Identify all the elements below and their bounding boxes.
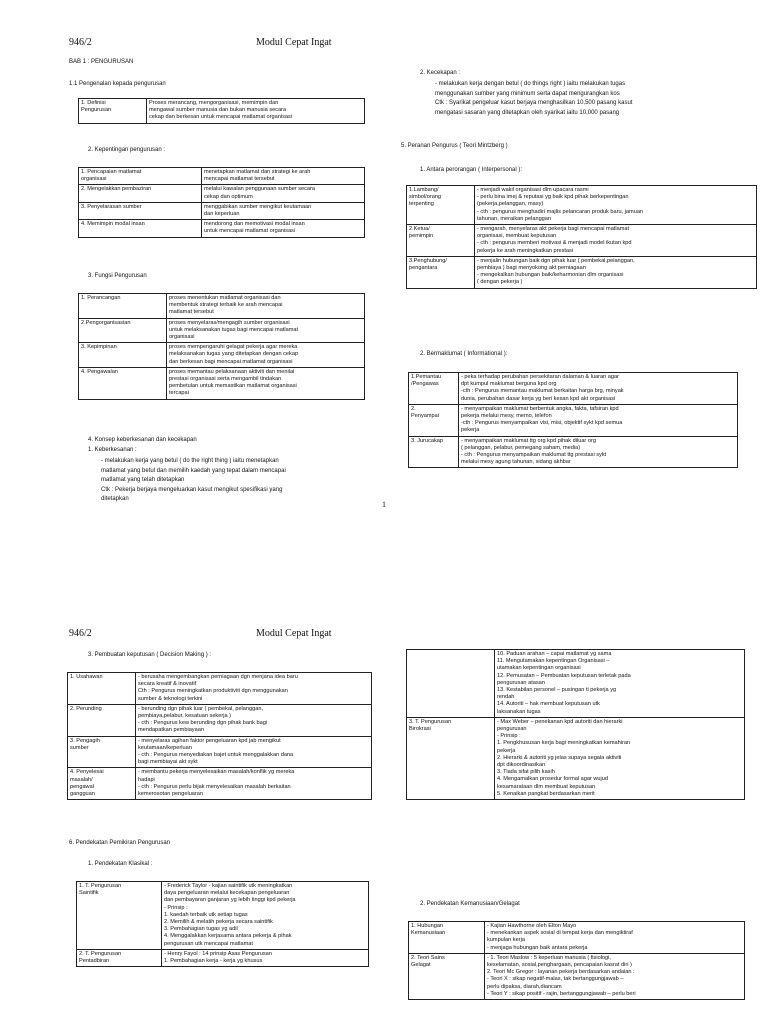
cell-text: proses mempengaruhi gelagat pekerja agar mereka: [169, 344, 298, 351]
cell-text: rendah: [497, 694, 515, 701]
text-line: mengatasi sasaran yang ditetapkan oleh syarikat iaitu 10,000 pasang: [435, 109, 620, 116]
cell-text: - 1. Teori Maslow : 5 keperluan manusia ( fisiologi,: [487, 954, 611, 961]
row-content-cell: [202, 202, 365, 219]
classical-approach-table: [76, 881, 369, 967]
cell-text: 1. Perancangan: [81, 295, 121, 301]
row-content-cell: [475, 225, 757, 257]
cell-text: dpt dikoordinasikan: [497, 762, 546, 769]
cell-text: melalui kawalan penggunaan sumber secara: [204, 186, 316, 193]
cell-text: 1.Pemantau: [411, 374, 442, 380]
cell-text: - Teori Y : sikap positif - rajin, bertanggungjawab – perlu beri: [487, 990, 636, 997]
informational-table: [408, 372, 738, 468]
table-row: [409, 953, 745, 999]
subsection-heading: 1. Pendekatan Klasikal :: [88, 861, 153, 867]
cell-text: melaksanakan tugas yang ditetapkan dengan cekap: [169, 351, 299, 358]
row-label-cell: [407, 717, 495, 799]
cell-text: 1. Pengkhususan kerja bagi meningkatkan kemahiran: [497, 740, 631, 747]
cell-text: 3.Penghubung/: [409, 257, 447, 264]
cell-text: kemerosotan pengeluaran: [138, 791, 203, 798]
cell-text: /Pengawas: [411, 381, 439, 388]
course-code: 946/2: [69, 628, 92, 639]
cell-text: menggabikan sumber mengikut keutamaan: [204, 203, 312, 210]
row-content-cell: [167, 367, 365, 399]
cell-text: 1. T. Pengurusan: [79, 883, 122, 889]
table-row: [68, 768, 372, 800]
cell-text: dan pembayaran ganjaran yg lebih tinggi kpd pekerja: [164, 897, 296, 904]
cell-text: melalui mesy agung tahunan, sidang akhbar: [461, 459, 571, 466]
row-label-cell: [409, 404, 459, 436]
subsection-heading: 1. Antara perorangan ( Interpersonal ):: [420, 167, 523, 173]
cell-text: hadapi: [138, 776, 155, 783]
cell-text: mendorong dan memotivasi modal insan: [204, 221, 305, 228]
row-label-cell: [79, 294, 167, 319]
cell-text: Proses merancang, mengorganisasi, memimpin dan: [149, 100, 279, 106]
cell-text: sumber & teknologi terkini: [138, 695, 203, 702]
cell-text: membentuk strategi terbaik ke arah mencapai: [169, 302, 283, 309]
cell-text: 1. Usahawan: [70, 674, 103, 680]
row-content-cell: [167, 343, 365, 368]
cell-text: masalah/: [70, 776, 93, 783]
section-heading: 6. Pendekatan Pemikiran Pengurusan: [69, 840, 171, 846]
cell-text: keselamatan, sosial,penghargaan, pencapaian kasrat diri ): [487, 962, 632, 969]
section-heading: 3. Fungsi Pengurusan: [88, 273, 147, 279]
page-2: [0, 587, 768, 1024]
cell-text: pembiaya ) bagi menyokong akt perniagaan: [477, 265, 586, 272]
row-content-cell: [136, 673, 372, 705]
page-title: Modul Cepat Ingat: [256, 628, 332, 639]
cell-text: - cth : Pengurus menyampaikan maklumat ttg prestasi sykt: [461, 452, 607, 459]
cell-text: - menekankan aspek sosial di tempat kerja dan mengiktiraf: [487, 930, 633, 937]
subsection-heading: 1. Keberkesanan :: [88, 447, 137, 453]
cell-text: kumpulan kerja: [487, 937, 525, 944]
table-row: [407, 650, 745, 718]
cell-text: dan keperluan: [204, 211, 240, 218]
table-row: [409, 404, 738, 436]
table-row: [79, 367, 365, 399]
cell-text: Pengurusan: [81, 107, 112, 114]
cell-text: pengurusan utk mencapai matlamat: [164, 940, 253, 947]
effectiveness-text: [101, 457, 369, 505]
row-content-cell: [485, 953, 745, 999]
cell-text: pengawal: [70, 783, 94, 790]
text-line: matlamat yang betul dan memilih kaedah yang tepat dalam mencapai: [101, 467, 286, 474]
table-row: [409, 922, 745, 954]
cell-text: 2. Teori Sains: [411, 954, 445, 961]
cell-text: matlamat tersebut: [169, 309, 214, 316]
cell-text: pekerja: [461, 427, 480, 434]
row-content-cell: [202, 185, 365, 202]
cell-text: kesamarataan dlm membuat keputusan: [497, 783, 596, 790]
cell-text: - Henry Fayol : 14 prinsip Asas Pengurusan: [164, 950, 272, 957]
section-heading: 2. Pendekatan Kemanusiaan/Gelagat: [420, 901, 520, 907]
cell-text: 13. Kestabilan personel – pusingan ti pekerja yg: [497, 687, 617, 694]
table-row: [77, 882, 369, 950]
cell-text: 1. Pembahagian kerja - kerja yg khusus: [164, 958, 263, 965]
cell-text: pekerja melalui mesy, memo, telefon: [461, 413, 552, 420]
cell-text: pengurusan atasan: [497, 679, 545, 686]
cell-text: 3. T. Pengurusan: [409, 718, 452, 725]
cell-text: pembiaya,pelabur, kesatuan sekerja ): [138, 713, 231, 720]
section-heading: 4. Konsep keberkesanan dan kecekapan: [88, 437, 197, 443]
cell-text: - Prinsip :: [497, 733, 521, 740]
cell-text: 3. Pengagih: [70, 737, 100, 744]
table-row: [407, 717, 745, 799]
cell-text: terpenting: [409, 201, 434, 208]
cell-text: - menjadi wakil organisasi dlm upacara rasmi: [477, 187, 589, 193]
cell-text: - Prinsip :: [164, 904, 188, 911]
cell-text: organisasi: [169, 334, 195, 341]
row-label-cell: [79, 168, 202, 185]
row-content-cell: [495, 650, 745, 718]
subsection-heading: 2. Kecekapan :: [420, 70, 461, 76]
row-label-cell: [407, 256, 475, 288]
row-content-cell: [202, 220, 365, 237]
cell-text: perlu dipaksa, diarah,diancam: [487, 983, 562, 990]
cell-text: bagi membiayai akt sykt: [138, 759, 198, 766]
cell-text: - peka terhadap perubahan persekitaran dalaman & luaran agar: [461, 374, 619, 380]
cell-text: Birokrasi: [409, 726, 431, 733]
row-content-cell: [202, 168, 365, 185]
row-label-cell: [79, 185, 202, 202]
cell-text: - menyelaras agihan faktor pengeluaran kpd jab mengikut: [138, 737, 281, 744]
cell-text: 1.Lambang/: [409, 187, 439, 193]
table-row: [68, 736, 372, 768]
table-row: [407, 225, 757, 257]
cell-text: gangguan: [70, 791, 95, 798]
table-row: [79, 99, 365, 124]
table-row: [68, 704, 372, 736]
cell-text: - menjaga hubungan baik antara pekerja: [487, 944, 588, 951]
table-row: [79, 202, 365, 219]
cell-text: mencapai matlamat tersebut: [204, 176, 275, 183]
cell-text: 14. Autoriti – hak membuat keputusan utk: [497, 701, 600, 708]
cell-text: Penyampai: [411, 413, 439, 420]
cell-text: pekerja: [497, 747, 516, 754]
row-label-cell: [409, 922, 485, 954]
cell-text: - Teori X : sikap negatif-malas, tak bertanggungjawab –: [487, 976, 624, 983]
row-label-cell: [77, 882, 162, 950]
text-line: Ctk : Pekerja berjaya mengeluarkan kasut mengikut spesifikasi yang: [101, 486, 283, 493]
cell-text: 3. Jurucakap: [411, 437, 444, 444]
cell-text: cekap dan berkesan untuk mencapai matlamat organisasi: [149, 114, 293, 121]
row-label-cell: [68, 673, 136, 705]
cell-text: - cth : pengurus menghadiri majlis pelancaran produk baru, jamuan: [477, 208, 644, 215]
row-label-cell: [68, 736, 136, 768]
row-label-cell: [407, 225, 475, 257]
cell-text: Pentadbiran: [79, 958, 110, 965]
table-row: [409, 373, 738, 405]
row-label-cell: [409, 373, 459, 405]
cell-text: 5. Kenaikan pangkat berdasarkan merit: [497, 790, 595, 797]
row-label-cell: [409, 436, 459, 468]
cell-text: -cth : Pengurus menyampaikan visi, misi, objektif sykt kpd semua: [461, 420, 623, 427]
row-label-cell: [409, 953, 485, 999]
row-label-cell: [79, 202, 202, 219]
page-gap: [0, 512, 768, 587]
row-content-cell: [459, 404, 738, 436]
text-line: Ctk : Syarikat pengeluar kasut berjaya menghasilkan 10,500 pasang kasut: [435, 100, 633, 106]
table-row: [77, 949, 369, 966]
row-label-cell: [77, 949, 162, 966]
cell-text: pengurusan: [497, 726, 527, 733]
row-content-cell: [485, 922, 745, 954]
chapter-heading: BAB 1 : PENGURUSAN: [69, 59, 134, 65]
decision-making-table: [67, 672, 372, 800]
text-line: ditetapkan: [101, 496, 129, 502]
row-content-cell: [136, 736, 372, 768]
cell-text: 2.Pengorganisasian: [81, 319, 131, 326]
row-label-cell: [68, 704, 136, 736]
cell-text: untuk melaksanakan tugas bagi mencapai matlamat: [169, 326, 299, 333]
row-label-cell: [68, 768, 136, 800]
cell-text: 3. Penyelarasan sumber: [81, 203, 142, 210]
cell-text: proses memantau pelaksanaan aktiviti dan menilai: [169, 368, 295, 375]
cell-text: secara kreatif & inovatif: [138, 681, 197, 688]
cell-text: prestasi organisasi serta mengambil tindakan: [169, 376, 282, 383]
row-content-cell: [147, 99, 365, 124]
text-line: matlamat yang telah ditetapkan: [101, 477, 185, 483]
cell-text: 2.: [411, 405, 416, 412]
cell-text: - cth : Pengurus perlu bijak menyelesaikan masalah berkaitan: [138, 783, 291, 790]
cell-text: 4. Pengawalan: [81, 368, 119, 375]
text-line: - melakukan kerja yang betul ( do the right thing ) iaitu menetapkan: [101, 458, 279, 464]
cell-text: - Frederick Taylor - kajian saintifik utk meningkatkan: [164, 883, 293, 889]
functions-table: [78, 293, 365, 400]
cell-text: Saintifik: [79, 890, 99, 897]
row-label-cell: [79, 343, 167, 368]
cell-text: - cth : Pengurus menyediakan bajet untuk menggalakkan dana: [138, 752, 294, 759]
table-row: [407, 256, 757, 288]
row-label-cell: [79, 318, 167, 343]
row-content-cell: [167, 294, 365, 319]
row-content-cell: [475, 256, 757, 288]
cell-text: 2. T. Pengurusan: [79, 950, 122, 957]
cell-text: Kemanusiaan: [411, 930, 446, 937]
cell-text: simbol/orang: [409, 194, 442, 201]
table-row: [79, 318, 365, 343]
cell-text: 2. Teori Mc Gregor : layanan pekerja berdasarkan andaian :: [487, 969, 635, 976]
cell-text: Gelagat: [411, 962, 431, 969]
text-line: - melakukan kerja dengan betul ( do things right ) iaitu melakukan tugas: [435, 81, 626, 87]
cell-text: 12. Pemusatan – Pembuatan keputusan terletak pada: [497, 672, 631, 679]
behavioral-approach-table: [408, 921, 745, 1000]
cell-text: ( pelanggan, pelabur, pemegang saham, media): [461, 444, 581, 451]
row-content-cell: [162, 949, 369, 966]
cell-text: organisasi, membuat keputusan: [477, 233, 557, 240]
cell-text: - menyampaikan maklumat berbentuk angka, fakta, tafsiran kpd: [461, 405, 619, 412]
table-row: [409, 436, 738, 468]
cell-text: 1. Definisi: [81, 100, 106, 106]
row-content-cell: [459, 436, 738, 468]
cell-text: 2. Hierarki & autoriti yg jelas supaya segala aktiviti: [497, 754, 622, 761]
cell-text: 11. Mengutamakan kepentingan Organisasi –: [497, 658, 610, 665]
cell-text: dan berkesan bagi mencapai matlamat organisasi: [169, 358, 293, 365]
section-heading: 5. Peranan Pengurus ( Teori Mintzberg ): [401, 143, 508, 149]
table-row: [79, 168, 365, 185]
row-content-cell: [162, 882, 369, 950]
cell-text: - membantu pekerja menyelesaikan masalah/konflik yg mereka: [138, 769, 295, 776]
cell-text: proses menyelaras/mengagih sumber organisasi: [169, 319, 290, 326]
cell-text: - mengekalkan hubungan baik/keharmonian dlm organisasi: [477, 272, 624, 279]
cell-text: - mengarah, menyelaras akt pekerja bagi mencapai matlamat: [477, 226, 630, 233]
cell-text: - cth : pengurus memberi motivasi & menjadi model ikutan kpd: [477, 240, 632, 247]
cell-text: 1. Pencapaian matlamat: [81, 169, 142, 175]
cell-text: untuk mencapai matlamat organisasi: [204, 228, 296, 235]
row-content-cell: [475, 186, 757, 225]
cell-text: 4. Penyelesai: [70, 769, 104, 776]
section-heading: 3. Pembuatan keputusan ( Decision Making ) :: [88, 652, 212, 658]
table-row: [79, 294, 365, 319]
cell-text: 3. Pembahagian tugas yg adil: [164, 926, 238, 933]
interpersonal-table: [406, 185, 757, 289]
cell-text: - menjalin hubungan baik dgn pihak luar ( pembekal,pelanggan,: [477, 257, 635, 264]
definition-table: [78, 98, 365, 124]
bureaucracy-table: [406, 649, 745, 800]
table-row: [79, 343, 365, 368]
cell-text: tahunan, meraikan pelanggan: [477, 215, 552, 222]
section-heading: 1.1 Pengenalan kepada pengurusan: [69, 81, 166, 87]
cell-text: 4. Menggalakkan kerjasama antara pekerja & pihak: [164, 933, 292, 940]
cell-text: keutamaan/keperluan: [138, 744, 192, 751]
cell-text: mengawal sumber manusia dan bukan manusia secara: [149, 107, 287, 114]
row-label-cell: [79, 99, 147, 124]
cell-text: 1. kaedah terbaik utk setiap tugas: [164, 911, 248, 918]
page-title: Modul Cepat Ingat: [256, 37, 332, 48]
cell-text: - Kajian Hawthorne oleh Elton Mayo: [487, 923, 577, 929]
cell-text: 2. Memilih & melatih pekerja secara saintifik: [164, 919, 273, 926]
cell-text: pemimpin: [409, 233, 434, 240]
importance-table: [78, 167, 365, 238]
cell-text: cekap dan optimum: [204, 193, 253, 200]
table-row: [79, 185, 365, 202]
row-content-cell: [495, 717, 745, 799]
cell-text: pekerja ke arah meningkatkan prestasi: [477, 247, 574, 254]
cell-text: Cth : Pengurus meningkatkan produktiviti dgn menggunakan: [138, 688, 288, 695]
row-label-cell: [407, 650, 495, 718]
section-heading: 2. Kepentingan pengurusan :: [88, 147, 166, 153]
cell-text: tercapai: [169, 390, 189, 397]
row-label-cell: [79, 367, 167, 399]
subsection-heading: 2. Bermaklumat ( Informational ):: [420, 351, 508, 357]
cell-text: dpt kumpul maklumat berguna kpd org: [461, 381, 557, 388]
cell-text: mendapatkan pembiayaan: [138, 727, 204, 734]
cell-text: ( dengan pekerja ): [477, 279, 523, 286]
course-code: 946/2: [69, 37, 92, 48]
cell-text: organisasi: [81, 176, 107, 183]
cell-text: - berunding dgn pihak luar ( pembekal, pelanggan,: [138, 705, 264, 712]
cell-text: 4. Memimpin modal insan: [81, 221, 145, 228]
cell-text: - perlu bina imej & reputasi yg baik kpd pihak berkepentingan: [477, 194, 629, 201]
cell-text: 2.Ketua/: [409, 226, 430, 233]
table-row: [407, 186, 757, 225]
row-content-cell: [167, 318, 365, 343]
text-line: menggunakan sumber yang minimum serta dapat mengurangkan kos: [435, 90, 620, 97]
cell-text: pengantara: [409, 265, 438, 272]
cell-text: 3. Kepimpinan: [81, 344, 117, 351]
cell-text: (pekerja,pelanggan, masy): [477, 201, 544, 208]
cell-text: sumber: [70, 744, 89, 751]
cell-text: 2. Mengelakkan pembaziran: [81, 186, 152, 193]
cell-text: 10. Paduan arahan – capai matlamat yg sama: [497, 651, 612, 657]
cell-text: dunia, perubahan dasar kerja yg beri kesan kpd akt organisasi: [461, 395, 616, 402]
row-label-cell: [407, 186, 475, 225]
cell-text: menetapkan matlamat dan strategi ke arah: [204, 169, 311, 175]
cell-text: proses menentukan matlamat organisasi dan: [169, 295, 281, 301]
row-content-cell: [136, 704, 372, 736]
cell-text: utamakan kepentingan organisasi: [497, 665, 581, 672]
table-row: [68, 673, 372, 705]
cell-text: pembetulan untuk memastikan matlamat organisasi: [169, 383, 297, 390]
cell-text: 4. Mengamalkan prosedur formal agar wujud: [497, 776, 609, 783]
row-content-cell: [459, 373, 738, 405]
cell-text: -cth : Pengurus memantau maklumat berkaitan harga brg, minyak: [461, 388, 624, 395]
cell-text: - Max Weber – penekanan kpd autoriti dan hierarki: [497, 718, 623, 725]
table-row: [79, 220, 365, 237]
cell-text: - menyampaikan maklumat ttg org kpd pihak diluar org: [461, 437, 596, 444]
cell-text: 2. Perunding: [70, 705, 102, 712]
page-number: 1: [382, 500, 386, 509]
cell-text: daya pengeluaran melalui kecekapan pengeluaran: [164, 890, 290, 897]
cell-text: - berusaha mengembangkan perniagaan dgn menjana idea baru: [138, 674, 298, 680]
efficiency-text: [435, 80, 715, 118]
row-label-cell: [79, 220, 202, 237]
cell-text: laksanakan tugas: [497, 708, 541, 715]
cell-text: - cth : Pengurus kew berunding dgn pihak bank bagi: [138, 720, 268, 727]
cell-text: 1. Hubungan: [411, 923, 444, 929]
row-content-cell: [136, 768, 372, 800]
cell-text: 3. Tiada sifat pilih kasih: [497, 769, 555, 776]
